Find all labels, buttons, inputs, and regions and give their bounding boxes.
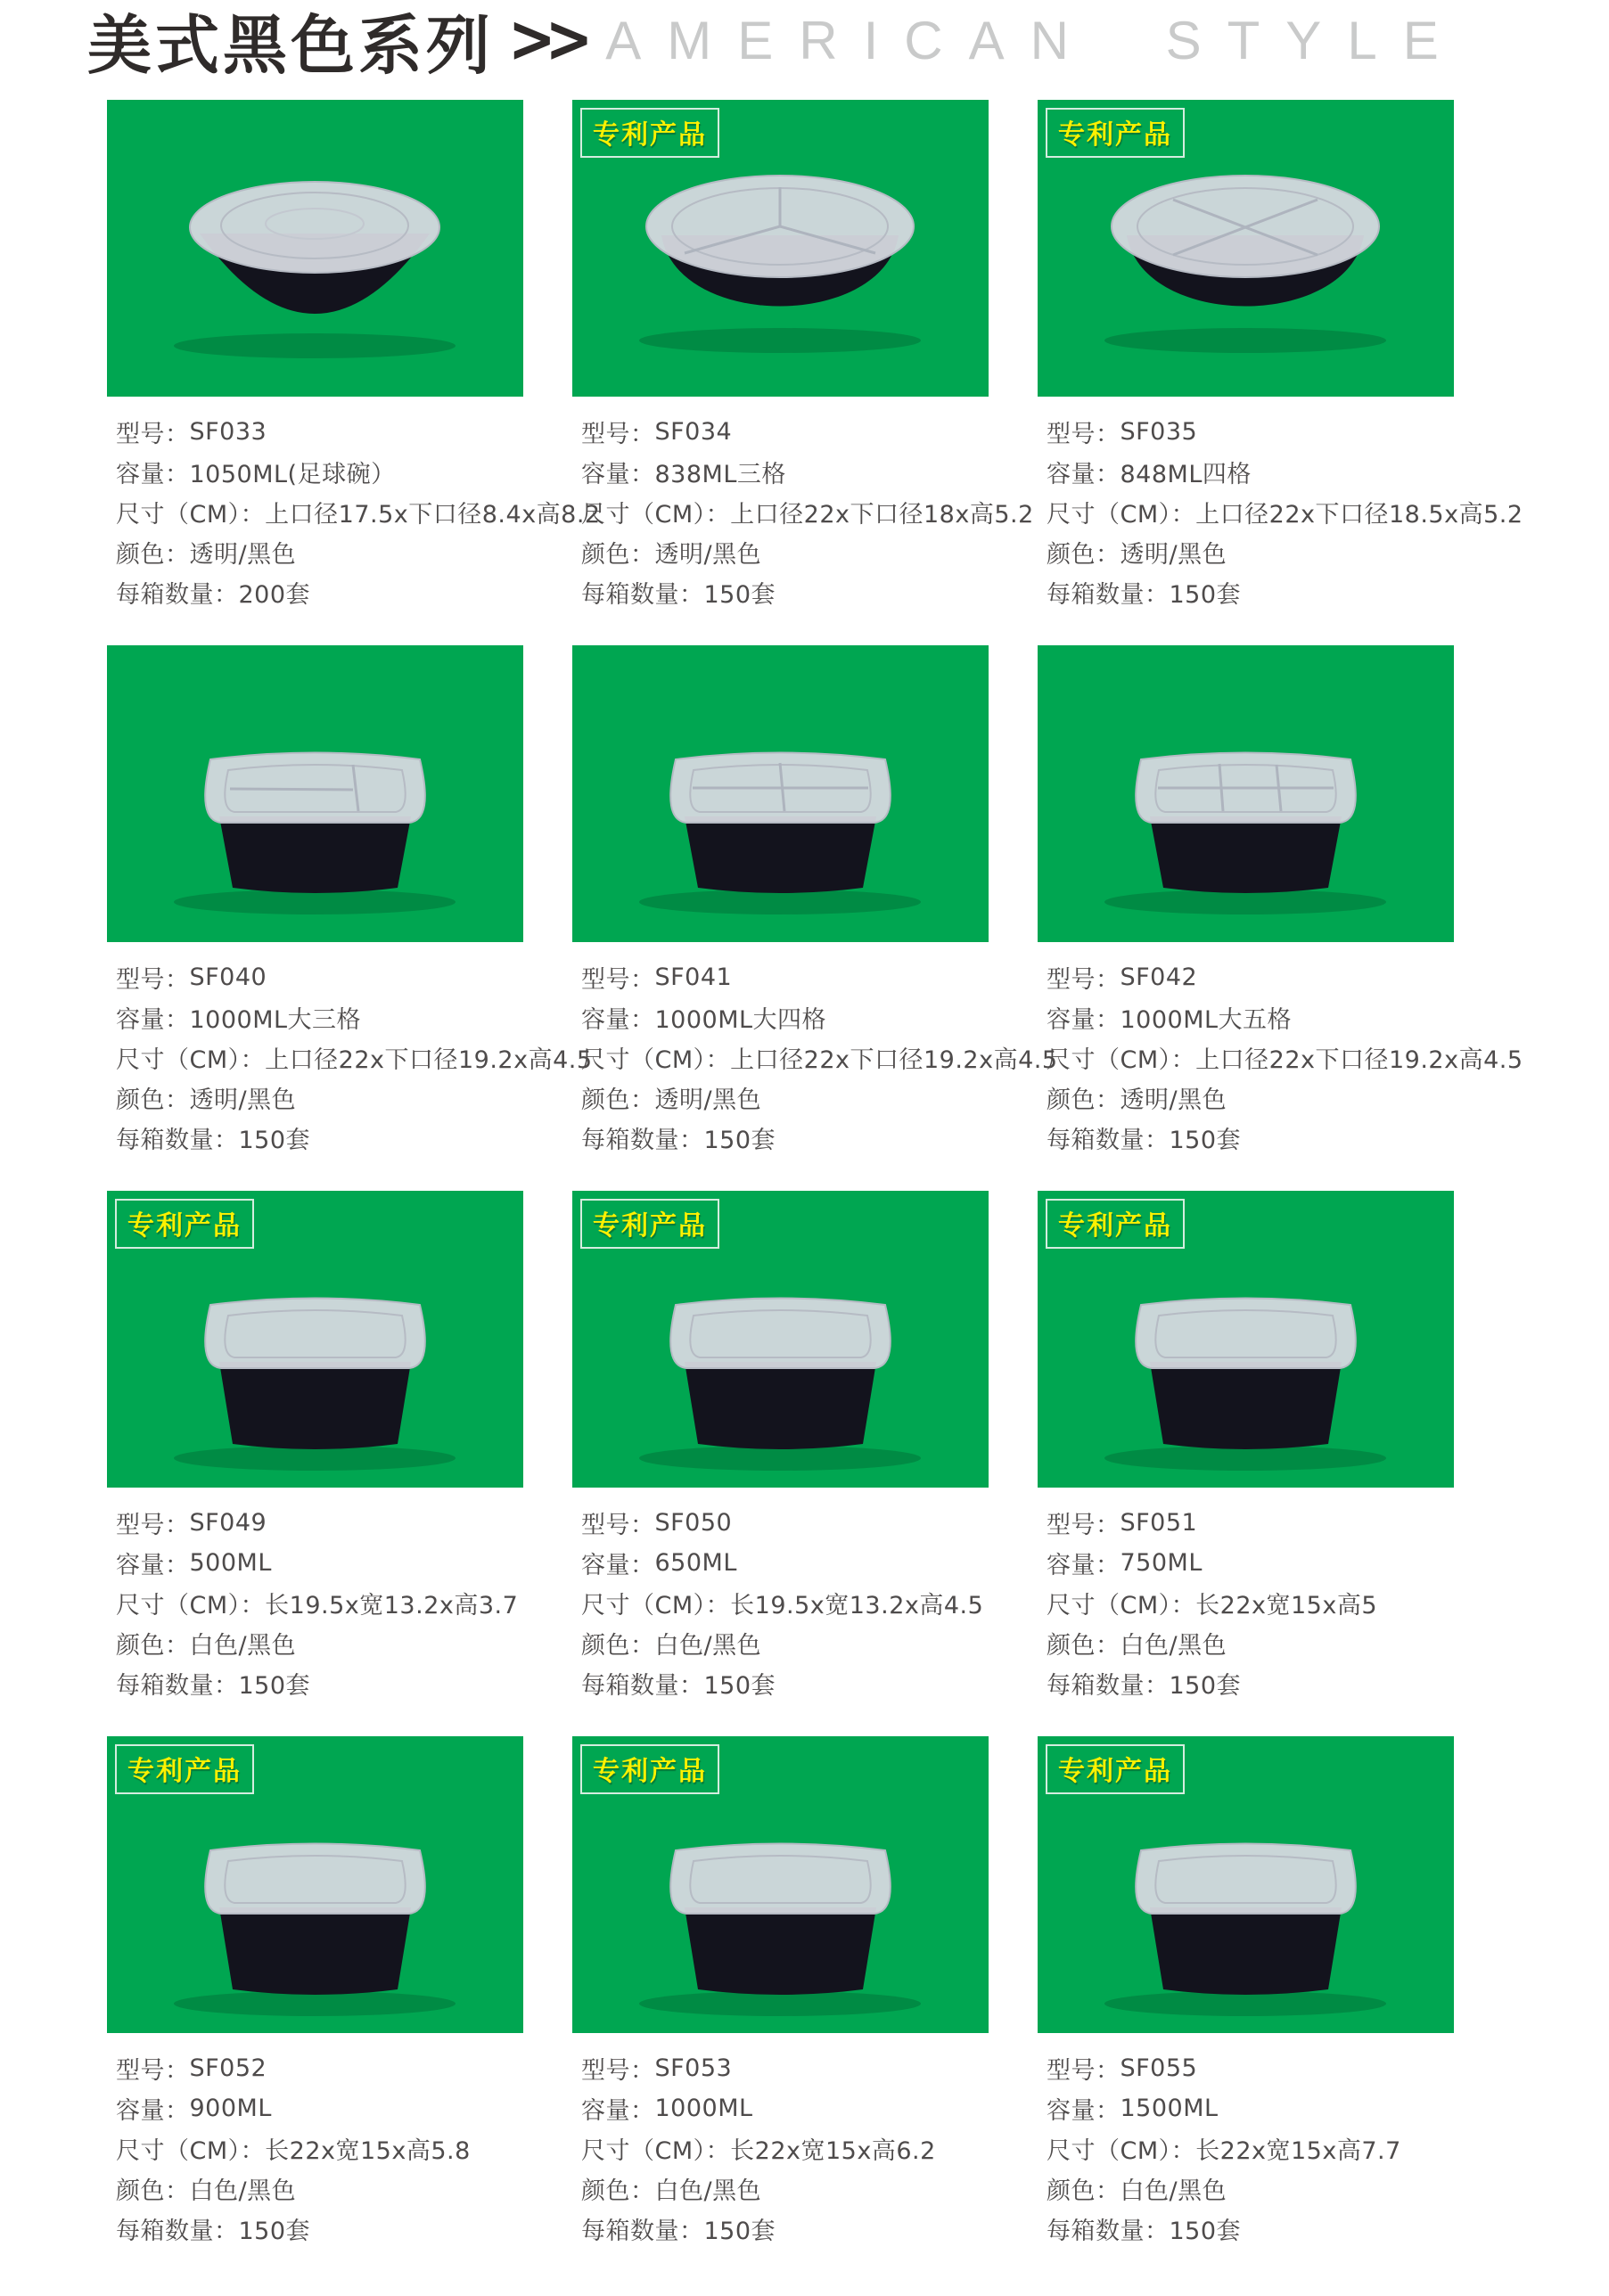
- capacity-value: 900ML: [189, 2095, 272, 2122]
- model-line: [1047, 957, 1454, 997]
- size-line: [581, 492, 1034, 532]
- color-value: 白色/黑色: [1120, 2177, 1227, 2205]
- color-line: [1047, 1623, 1454, 1663]
- per-box-label: 每箱数量：: [116, 1127, 239, 1154]
- model-label: 型号：: [581, 966, 655, 994]
- size-label: 尺寸（CM）：: [1047, 501, 1196, 529]
- capacity-line: [1047, 452, 1454, 492]
- container-illustration: [1038, 645, 1454, 942]
- model-value: SF040: [189, 964, 267, 991]
- container-illustration: [107, 100, 523, 397]
- product-info: [107, 1503, 523, 1703]
- capacity-value: 1000ML大三格: [189, 1006, 362, 1034]
- model-label: 型号：: [1047, 1512, 1121, 1539]
- color-value: 白色/黑色: [189, 2177, 297, 2205]
- model-value: SF034: [654, 418, 733, 446]
- page-title-english: AMERICAN STYLE: [605, 10, 1465, 70]
- product-photo: [572, 1191, 989, 1488]
- size-line: [1047, 1037, 1523, 1078]
- size-label: 尺寸（CM）：: [581, 1046, 731, 1074]
- color-label: 颜色：: [581, 1632, 655, 1660]
- per-box-value: 150套: [1169, 1672, 1242, 1700]
- per-box-line: [581, 1118, 989, 1158]
- patent-badge: 专利产品: [1046, 1199, 1185, 1249]
- color-line: [116, 1623, 523, 1663]
- patent-badge: 专利产品: [115, 1744, 254, 1794]
- product-grid: [107, 100, 1523, 2282]
- size-label: 尺寸（CM）：: [1047, 1592, 1196, 1620]
- per-box-line: [1047, 1663, 1454, 1703]
- size-line: [116, 1037, 593, 1078]
- model-line: [581, 412, 989, 452]
- product-photo: [107, 1736, 523, 2033]
- page-title-chinese: 美式黑色系列: [87, 8, 495, 78]
- per-box-value: 200套: [238, 581, 311, 609]
- model-value: SF052: [189, 2054, 267, 2082]
- product-card: [107, 100, 601, 645]
- product-info: [1038, 412, 1523, 612]
- size-line: [1047, 2128, 1454, 2169]
- size-label: 尺寸（CM）：: [581, 501, 731, 529]
- product-info: [107, 2048, 523, 2249]
- size-line: [116, 2128, 523, 2169]
- per-box-value: 150套: [1169, 2218, 1242, 2245]
- product-photo: [107, 100, 523, 397]
- per-box-label: 每箱数量：: [1047, 1672, 1170, 1700]
- color-label: 颜色：: [116, 541, 190, 569]
- size-line: [1047, 1583, 1454, 1623]
- model-line: [1047, 1503, 1454, 1543]
- size-label: 尺寸（CM）：: [1047, 1046, 1196, 1074]
- capacity-line: [116, 1543, 523, 1583]
- product-photo: [572, 645, 989, 942]
- model-label: 型号：: [581, 1512, 655, 1539]
- product-photo: [107, 645, 523, 942]
- product-card: [107, 645, 593, 1191]
- capacity-line: [116, 452, 523, 492]
- model-line: [581, 2048, 989, 2088]
- per-box-label: 每箱数量：: [581, 1127, 704, 1154]
- size-label: 尺寸（CM）：: [1047, 2137, 1196, 2165]
- per-box-label: 每箱数量：: [116, 2218, 239, 2245]
- size-label: 尺寸（CM）：: [116, 501, 266, 529]
- capacity-value: 1000ML大五格: [1120, 1006, 1293, 1034]
- color-label: 颜色：: [1047, 2177, 1121, 2205]
- model-value: SF050: [654, 1509, 733, 1537]
- product-photo: [1038, 1191, 1454, 1488]
- capacity-value: 1000ML大四格: [654, 1006, 827, 1034]
- color-value: 透明/黑色: [654, 1086, 762, 1114]
- per-box-label: 每箱数量：: [116, 581, 239, 609]
- per-box-value: 150套: [703, 2218, 776, 2245]
- size-value: 长22x宽15x高5: [1195, 1592, 1378, 1620]
- model-line: [581, 957, 989, 997]
- model-value: SF041: [654, 964, 733, 991]
- color-line: [116, 532, 523, 572]
- per-box-line: [1047, 1118, 1454, 1158]
- per-box-line: [581, 2209, 989, 2249]
- capacity-label: 容量：: [581, 2097, 655, 2125]
- color-value: 透明/黑色: [654, 541, 762, 569]
- color-line: [581, 532, 989, 572]
- product-info: [572, 1503, 989, 1703]
- capacity-line: [116, 997, 523, 1037]
- product-card: [1038, 645, 1523, 1191]
- per-box-line: [1047, 572, 1454, 612]
- container-illustration: [572, 645, 989, 942]
- color-value: 白色/黑色: [1120, 1632, 1227, 1660]
- model-label: 型号：: [116, 421, 190, 448]
- per-box-value: 150套: [703, 1127, 776, 1154]
- product-card: [1038, 1191, 1454, 1736]
- model-line: [116, 1503, 523, 1543]
- capacity-line: [1047, 997, 1454, 1037]
- capacity-label: 容量：: [581, 1552, 655, 1579]
- capacity-label: 容量：: [116, 461, 190, 488]
- patent-badge: 专利产品: [1046, 1744, 1185, 1794]
- size-line: [116, 492, 601, 532]
- model-label: 型号：: [1047, 421, 1121, 448]
- color-value: 白色/黑色: [654, 1632, 762, 1660]
- size-label: 尺寸（CM）：: [581, 2137, 731, 2165]
- size-label: 尺寸（CM）：: [116, 2137, 266, 2165]
- size-value: 长22x宽15x高7.7: [1195, 2137, 1401, 2165]
- model-line: [116, 412, 523, 452]
- per-box-value: 150套: [703, 581, 776, 609]
- product-card: [572, 645, 1058, 1191]
- capacity-line: [581, 1543, 989, 1583]
- per-box-value: 150套: [1169, 1127, 1242, 1154]
- capacity-value: 650ML: [654, 1549, 737, 1577]
- double-chevron-icon: >>: [508, 2, 583, 78]
- per-box-label: 每箱数量：: [1047, 581, 1170, 609]
- capacity-label: 容量：: [116, 2097, 190, 2125]
- color-value: 白色/黑色: [654, 2177, 762, 2205]
- patent-badge: 专利产品: [580, 1744, 719, 1794]
- capacity-label: 容量：: [1047, 1552, 1121, 1579]
- color-line: [116, 2169, 523, 2209]
- capacity-line: [1047, 2088, 1454, 2128]
- per-box-label: 每箱数量：: [581, 2218, 704, 2245]
- product-info: [107, 412, 601, 612]
- per-box-line: [581, 1663, 989, 1703]
- product-photo: [1038, 1736, 1454, 2033]
- size-value: 上口径17.5x下口径8.4x高8.2: [265, 501, 601, 529]
- color-label: 颜色：: [116, 2177, 190, 2205]
- product-info: [572, 2048, 989, 2249]
- model-value: SF053: [654, 2054, 733, 2082]
- size-line: [581, 1037, 1058, 1078]
- capacity-line: [581, 452, 989, 492]
- color-line: [581, 1078, 989, 1118]
- product-info: [572, 957, 1058, 1158]
- size-label: 尺寸（CM）：: [581, 1592, 731, 1620]
- per-box-value: 150套: [238, 2218, 311, 2245]
- per-box-line: [116, 572, 523, 612]
- product-info: [1038, 2048, 1454, 2249]
- color-value: 透明/黑色: [189, 1086, 297, 1114]
- size-value: 长22x宽15x高6.2: [730, 2137, 936, 2165]
- color-line: [116, 1078, 523, 1118]
- per-box-label: 每箱数量：: [1047, 2218, 1170, 2245]
- color-label: 颜色：: [116, 1632, 190, 1660]
- color-value: 透明/黑色: [1120, 1086, 1227, 1114]
- model-value: SF055: [1120, 2054, 1198, 2082]
- model-label: 型号：: [116, 966, 190, 994]
- color-value: 白色/黑色: [189, 1632, 297, 1660]
- color-line: [581, 1623, 989, 1663]
- model-value: SF042: [1120, 964, 1198, 991]
- model-label: 型号：: [581, 2057, 655, 2085]
- size-value: 上口径22x下口径19.2x高4.5: [1195, 1046, 1523, 1074]
- size-value: 上口径22x下口径18.5x高5.2: [1195, 501, 1523, 529]
- model-line: [581, 1503, 989, 1543]
- capacity-value: 500ML: [189, 1549, 272, 1577]
- per-box-line: [581, 572, 989, 612]
- size-label: 尺寸（CM）：: [116, 1592, 266, 1620]
- page-header: [87, 2, 1609, 78]
- patent-badge: 专利产品: [580, 1199, 719, 1249]
- product-info: [1038, 957, 1523, 1158]
- patent-badge: 专利产品: [580, 108, 719, 158]
- model-value: SF033: [189, 418, 267, 446]
- color-label: 颜色：: [581, 1086, 655, 1114]
- patent-badge: 专利产品: [1046, 108, 1185, 158]
- capacity-value: 750ML: [1120, 1549, 1203, 1577]
- product-photo: [572, 1736, 989, 2033]
- capacity-line: [581, 2088, 989, 2128]
- capacity-label: 容量：: [116, 1006, 190, 1034]
- model-label: 型号：: [581, 421, 655, 448]
- model-label: 型号：: [116, 1512, 190, 1539]
- color-label: 颜色：: [1047, 1632, 1121, 1660]
- capacity-line: [116, 2088, 523, 2128]
- product-card: [572, 1191, 989, 1736]
- color-line: [1047, 2169, 1454, 2209]
- model-line: [116, 2048, 523, 2088]
- color-value: 透明/黑色: [189, 541, 297, 569]
- model-value: SF051: [1120, 1509, 1198, 1537]
- size-value: 上口径22x下口径19.2x高4.5: [265, 1046, 593, 1074]
- model-line: [116, 957, 523, 997]
- capacity-value: 838ML三格: [654, 461, 786, 488]
- product-card: [1038, 100, 1523, 645]
- product-photo: [572, 100, 989, 397]
- product-card: [1038, 1736, 1454, 2282]
- color-line: [581, 2169, 989, 2209]
- size-value: 上口径22x下口径19.2x高4.5: [730, 1046, 1058, 1074]
- size-line: [116, 1583, 523, 1623]
- container-illustration: [107, 645, 523, 942]
- color-label: 颜色：: [116, 1086, 190, 1114]
- per-box-value: 150套: [1169, 581, 1242, 609]
- model-label: 型号：: [1047, 2057, 1121, 2085]
- model-value: SF035: [1120, 418, 1198, 446]
- product-photo: [107, 1191, 523, 1488]
- per-box-label: 每箱数量：: [581, 581, 704, 609]
- capacity-label: 容量：: [581, 461, 655, 488]
- color-line: [1047, 1078, 1454, 1118]
- capacity-label: 容量：: [1047, 2097, 1121, 2125]
- color-label: 颜色：: [1047, 541, 1121, 569]
- per-box-value: 150套: [703, 1672, 776, 1700]
- capacity-value: 848ML四格: [1120, 461, 1252, 488]
- color-label: 颜色：: [1047, 1086, 1121, 1114]
- color-line: [1047, 532, 1454, 572]
- size-value: 长19.5x宽13.2x高3.7: [265, 1592, 519, 1620]
- product-card: [572, 1736, 989, 2282]
- capacity-label: 容量：: [1047, 461, 1121, 488]
- per-box-line: [116, 1663, 523, 1703]
- product-info: [107, 957, 593, 1158]
- capacity-line: [1047, 1543, 1454, 1583]
- product-card: [572, 100, 1034, 645]
- model-value: SF049: [189, 1509, 267, 1537]
- per-box-label: 每箱数量：: [581, 1672, 704, 1700]
- per-box-line: [116, 1118, 523, 1158]
- size-line: [581, 1583, 989, 1623]
- color-value: 透明/黑色: [1120, 541, 1227, 569]
- model-label: 型号：: [116, 2057, 190, 2085]
- product-card: [107, 1191, 523, 1736]
- per-box-label: 每箱数量：: [116, 1672, 239, 1700]
- per-box-value: 150套: [238, 1127, 311, 1154]
- capacity-value: 1500ML: [1120, 2095, 1219, 2122]
- capacity-label: 容量：: [1047, 1006, 1121, 1034]
- per-box-label: 每箱数量：: [1047, 1127, 1170, 1154]
- size-label: 尺寸（CM）：: [116, 1046, 266, 1074]
- product-photo: [1038, 645, 1454, 942]
- size-line: [581, 2128, 989, 2169]
- capacity-value: 1000ML: [654, 2095, 753, 2122]
- model-line: [1047, 412, 1454, 452]
- capacity-line: [581, 997, 989, 1037]
- size-value: 长19.5x宽13.2x高4.5: [730, 1592, 984, 1620]
- product-info: [572, 412, 1034, 612]
- capacity-value: 1050ML(足球碗）: [189, 461, 396, 488]
- product-photo: [1038, 100, 1454, 397]
- model-line: [1047, 2048, 1454, 2088]
- per-box-line: [116, 2209, 523, 2249]
- model-label: 型号：: [1047, 966, 1121, 994]
- color-label: 颜色：: [581, 541, 655, 569]
- size-value: 上口径22x下口径18x高5.2: [730, 501, 1034, 529]
- product-info: [1038, 1503, 1454, 1703]
- capacity-label: 容量：: [581, 1006, 655, 1034]
- size-line: [1047, 492, 1523, 532]
- patent-badge: 专利产品: [115, 1199, 254, 1249]
- color-label: 颜色：: [581, 2177, 655, 2205]
- product-card: [107, 1736, 523, 2282]
- per-box-value: 150套: [238, 1672, 311, 1700]
- capacity-label: 容量：: [116, 1552, 190, 1579]
- per-box-line: [1047, 2209, 1454, 2249]
- size-value: 长22x宽15x高5.8: [265, 2137, 471, 2165]
